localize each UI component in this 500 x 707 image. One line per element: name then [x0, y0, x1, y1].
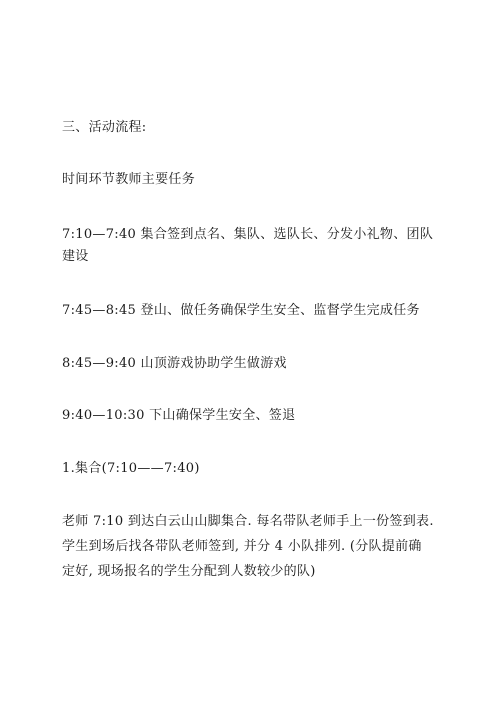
body-line-2: 学生到场后找各带队老师签到, 并分 4 小队排列. (分队提前确 [62, 539, 422, 554]
schedule-item-3: 8:45—9:40 山顶游戏协助学生做游戏 [62, 356, 287, 371]
section-heading: 三、活动流程: [62, 120, 147, 135]
schedule-item-1-line-1: 7:10—7:40 集合签到点名、集队、选队长、分发小礼物、团队 [62, 227, 434, 242]
subsection-heading: 1.集合(7:10——7:40) [62, 461, 200, 476]
table-header: 时间环节教师主要任务 [62, 172, 196, 187]
schedule-item-1-line-2: 建设 [62, 249, 89, 264]
body-line-1: 老师 7:10 到达白云山山脚集合. 每名带队老师手上一份签到表. [62, 514, 434, 529]
schedule-item-2: 7:45—8:45 登山、做任务确保学生安全、监督学生完成任务 [62, 303, 420, 318]
body-line-3: 定好, 现场报名的学生分配到人数较少的队) [62, 564, 316, 579]
schedule-item-4: 9:40—10:30 下山确保学生安全、签退 [62, 408, 296, 423]
